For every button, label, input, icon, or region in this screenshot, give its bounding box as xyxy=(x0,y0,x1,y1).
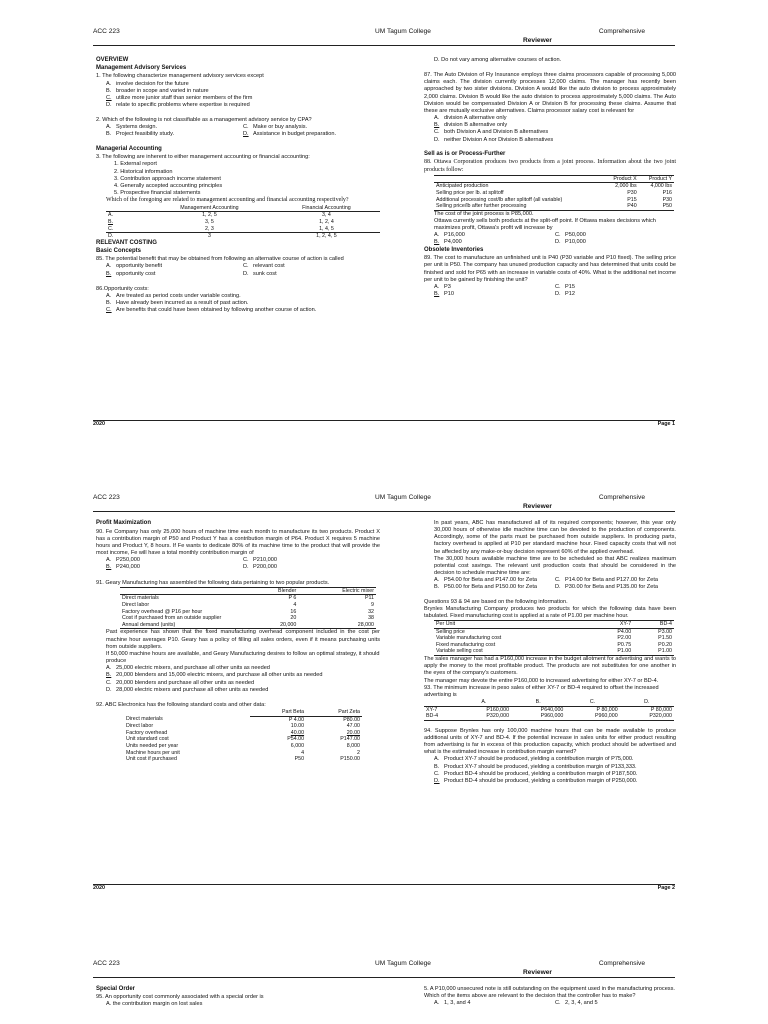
q93-intro-2: Brynles Manufacturing Company produces two products for which the following data have been tabulated. Fixed manufacturing cost is applied at a rate of P1.00 per machine hour. xyxy=(424,605,676,619)
subsection-heading: Basic Concepts xyxy=(96,247,142,254)
q91-table: Blender Electric mixer Direct materials P 6 P11 Direct labor 4 9 Factory overhead @ P16 per hour 16 32 Cost if purchased from an outside supplier 20 38 Annual demand (units) 20,000 28,000 xyxy=(122,587,374,628)
item-5: 5. A P10,000 unsecured note is still outstanding on the equipment used in the manufacturing process. xyxy=(424,986,675,992)
q86-options: A. Are treated as period costs under variable costing. B. Have already been incurred as a result of past action. C. Are benefits that could have been obtained by following another course of action. xyxy=(106,292,317,314)
q3-items: 1. External report 2. Historical information 3. Contribution approach income statement 4. Generally accepted accounting principles 5. Prospective financial statements xyxy=(114,161,223,197)
q88-stem: Ottawa currently sells both products at the split-off point. If Ottawa makes decisions which maximizes profit, Ottawa's profit will increase by xyxy=(434,217,656,232)
q95-option-a: A. the contribution margin on lost sales xyxy=(106,1000,203,1007)
header-rule xyxy=(93,45,675,46)
subsection-heading: Special Order xyxy=(96,986,136,992)
exam-type: Comprehensive xyxy=(598,494,645,501)
table-row: B. 3, 5 1, 2, 4 xyxy=(108,219,334,226)
q91-stem-2: If 50,000 machine hours are available, and Geary Manufacturing desires to follow an optimal strategy, it should produce xyxy=(106,650,380,665)
reviewer-label: Reviewer xyxy=(523,503,552,510)
q88-joint-cost: The cost of the joint process is P85,000. xyxy=(434,210,534,217)
q86-option-d: D. Do not vary among alternative courses of action. xyxy=(434,57,562,63)
table-row: BD-4 P320,000 P960,000 P960,000 P320,000 xyxy=(426,713,672,720)
page-1 xyxy=(0,0,768,460)
table-row: Units needed per year 6,000 8,000 xyxy=(126,743,360,750)
table-row: Selling price/lb after further processing P40 P50 xyxy=(436,203,672,210)
page-number: Page 1 xyxy=(657,421,675,427)
reviewer-label: Reviewer xyxy=(523,37,552,44)
table-row: Additional processing cost/lb after splitoff (all variable) P15 P30 xyxy=(436,196,672,203)
q92-options: A. P54.00 for Beta and P147.00 for Zeta C. P14.00 for Beta and P127.00 for Zeta B. P50.00 for Beta and P150.00 for Zeta D. P30.00 for Beta and P135.00 for Zeta xyxy=(434,577,658,591)
right-column xyxy=(424,986,676,1007)
options: A. 1, 3, and 4 C. 2, 3, 4, and 5 xyxy=(434,1000,598,1007)
section-heading: RELEVANT COSTING xyxy=(96,239,157,246)
q92-continued: In past years, ABC has manufactured all of its required components; however, this year only 30,000 hours of otherwise idle machine time can be devoted to the production of components. Accordingly, some of the parts must be purchased from outside suppliers. In producing parts, factory overhead is applied at P10 per standard machine hour. Fixed capacity costs that will not be affected by any make-or-buy decision represent 60% of the applied overhead. xyxy=(434,520,676,555)
exam-type: Comprehensive xyxy=(598,960,645,967)
subsection-heading: Managerial Accounting xyxy=(96,145,162,152)
question-85: 85. The potential benefit that may be obtained from following an alternative course of action is called xyxy=(96,256,344,263)
q90-options: A. P250,000 C. P210,000 B. P240,000 D. P200,000 xyxy=(106,557,277,571)
table-row: Cost if purchased from an outside supplier 20 38 xyxy=(122,615,374,622)
footer-year: 2020 xyxy=(93,421,105,427)
q1-option-d: D. relate to specific problems where expertise is required xyxy=(106,101,250,108)
page-header xyxy=(93,960,675,982)
table-row: Direct materials P 6 P11 xyxy=(122,595,374,602)
question-2: 2. Which of the following is not classifiable as a management advisory service by CPA? xyxy=(96,117,312,124)
q3-table: Management Accounting Financial Accounting A. 1, 2, 5 3, 4 B. 3, 5 1, 2, 4 C. 2, 3 1, 4, 5 D. 3 1, 2, 4, 5 xyxy=(106,205,380,240)
subsection-heading: Sell as is or Process-Further xyxy=(424,150,506,157)
page-header xyxy=(93,494,675,516)
table-row: Annual demand (units) 20,000 28,000 xyxy=(122,621,374,628)
subsection-heading: Obsolete Inventories xyxy=(424,246,484,253)
table-row: Factory overhead @ P16 per hour 16 32 xyxy=(122,608,374,615)
q1-option-c: C. utilize more junior staff than senior members of the firm xyxy=(106,94,253,101)
table-row: Factory overhead 40.00 20.00 xyxy=(126,729,360,736)
table-row: Machine hours per unit 4 2 xyxy=(126,749,360,756)
page-number: Page 2 xyxy=(657,885,675,891)
table-row: Variable selling cost P1.00 P1.00 xyxy=(436,648,672,655)
table-row: Anticipated production 2,000 lbs 4,000 lbs xyxy=(436,183,672,190)
question-92: 92. ABC Electronics has the following standard costs and other data: xyxy=(96,701,266,708)
question-95: 95. An opportunity cost commonly associated with a special order is xyxy=(96,993,264,1000)
table-row: A. 1, 2, 5 3, 4 xyxy=(108,212,331,219)
table-row: Direct labor 10.00 47.00 xyxy=(126,723,360,730)
course-code: ACC 223 xyxy=(93,494,120,501)
course-code: ACC 223 xyxy=(93,960,120,967)
page-2 xyxy=(0,480,768,950)
page-footer xyxy=(93,884,675,894)
question-86: 86.Opportunity costs: xyxy=(96,285,149,292)
subsection-heading: Management Advisory Services xyxy=(96,64,187,71)
school-name: UM Tagum College xyxy=(375,494,431,501)
question-3: 3. The following are inherent to either management accounting or financial accounting: xyxy=(96,154,310,161)
q2-options: A. Systems design. C. Make or buy analysis. B. Project feasibility study. D. Assistance in budget preparation. xyxy=(106,124,337,138)
q93-intro: Questions 93 & 94 are based on the following information. xyxy=(424,598,568,605)
q94-options: A. Product XY-7 should be produced, yielding a contribution margin of P75,000. B. Product XY-7 should be produced, yielding a contribution margin of P133,333. C. Product BD-4 should be produced, yielding a contribution margin of P187,500. D. Product BD-4 should be produced, yielding a contribution margin of P250,000. xyxy=(434,756,638,784)
right-column xyxy=(424,520,676,785)
q93-answer-table: A. B. C. D. XY-7 P160,000 P640,000 P 80,000 P 80,000 BD-4 P320,000 P960,000 P960,000 P320,000 xyxy=(426,699,672,720)
school-name: UM Tagum College xyxy=(375,960,431,967)
footer-year: 2020 xyxy=(93,885,105,891)
left-column xyxy=(96,986,380,1008)
question-91: 91. Geary Manufacturing has assembled the following data pertaining to two popular products. xyxy=(96,579,330,586)
question-87: 87. The Auto Division of Fly Insurance employs three claims processors capable of processing 5,000 claims each. The division currently processes 12,000 claims. The manager has recently been approached by two sister divisions. Division A would like the auto division to process approximately 2,000 claims. Division B would like the auto division to process approximately 5,000 claims. The Auto Division would be compensated Division A or Division B for processing these claims. Assume that these are mutually exclusive alternatives. Claims processor salary cost is relevant for xyxy=(424,72,676,114)
q92-table: Part Beta Part Zeta Direct materials P 4.00 P80.00 Direct labor 10.00 47.00 Factory overhead 40.00 20.00 Unit standard cost P54.00 P147.00 Units needed per year 6,000 8,000 Machine hours per unit 4 2 Unit cost if purchased P50 P150.00 xyxy=(126,708,360,763)
q88-table: Product X Product Y Anticipated production 2,000 lbs 4,000 lbs Selling price per lb. at splitoff P30 P16 Additional processing cost/lb after splitoff (all variable) P15 P30 Selling price/lb after further processing P40 P50 xyxy=(436,175,672,210)
q1-option-b: B. broader in scope and varied in nature xyxy=(106,87,209,94)
section-heading: OVERVIEW xyxy=(96,57,129,63)
table-row: Fixed manufacturing cost P0.75 P0.20 xyxy=(436,641,672,648)
question-88: 88. Ottawa Corporation produces two products from a joint process. Information about the two joint products follow: xyxy=(424,159,676,174)
q85-options: A. opportunity benefit C. relevant cost B. opportunity cost D. sunk cost xyxy=(106,263,285,277)
page-3 xyxy=(0,960,768,1024)
table-row: XY-7 P160,000 P640,000 P 80,000 P 80,000 xyxy=(426,706,672,713)
question-1: 1. The following characterize management advisory services except xyxy=(96,73,264,80)
page-header xyxy=(93,28,675,50)
q1-options xyxy=(96,81,380,110)
q1-option-a: A. involve decision for the future xyxy=(106,80,189,87)
question-93: 93. The minimum increase in peso sales of either XY-7 or BD-4 required to offset the increased advertising is xyxy=(424,684,659,698)
table-row: C. 2, 3 1, 4, 5 xyxy=(108,225,334,232)
table-row: Unit standard cost P54.00 P147.00 xyxy=(126,736,360,743)
table-row: Selling price per lb. at splitoff P30 P16 xyxy=(436,189,672,196)
table-row: Unit cost if purchased P50 P150.00 xyxy=(126,756,360,763)
school-name: UM Tagum College xyxy=(375,28,431,35)
left-column xyxy=(96,57,380,314)
table-row: Direct labor 4 9 xyxy=(122,601,374,608)
q91-options: A. 25,000 electric mixers, and purchase all other units as needed B. 20,000 blenders and 15,000 electric mixers, and purchase all other units as needed C. 20,000 blenders and purchase all other units as needed D. 28,000 electric mixers and purchase all other units as needed xyxy=(106,665,323,693)
q3-stem: Which of the foregoing are related to management accounting and financial accounting respectively? xyxy=(106,197,349,204)
q91-stem: Past experience has shown that the fixed manufacturing overhead component included in the cost per machine hour averages P10. Geary has a policy of filling all sales orders, even if it means purchasing units from outside suppliers. xyxy=(106,629,380,650)
question-90: 90. Fe Company has only 25,000 hours of machine time each month to manufacture its two products. Product X has a contribution margin of P50 and Product Y has a contribution margin of P64. Product X requires 5 machine hours and Product Y, 8 hours. If Fe wants to dedicate 80% of its machine time to the product that will provide the most income, Fe will have a total monthly contribution margin of xyxy=(96,528,380,557)
table-row: Variable manufacturing cost P2.00 P1.50 xyxy=(436,635,672,642)
q93-stem-2: The manager may devote the entire P160,000 to increased advertising for either XY-7 or BD-4. xyxy=(424,677,659,684)
q89-options: A. P3 C. P15 B. P10 D. P12 xyxy=(434,283,575,298)
page-footer xyxy=(93,420,675,430)
question-stem: Which of the items above are relevant to the decision that the controller has to make? xyxy=(424,993,636,1000)
left-column xyxy=(96,520,380,763)
table-row: D. 3 1, 2, 4, 5 xyxy=(106,233,380,240)
question-89: 89. The cost to manufacture an unfinished unit is P40 (P30 variable and P10 fixed). The selling price per unit is P50. The company has unused production capacity and has determined that units could be finished and sold for P65 with an increase in variable costs of 40%. What is the additional net income per unit to be gained by finishing the unit? xyxy=(424,255,676,283)
question-94: 94. Suppose Brynles has only 100,000 machine hours that can be made available to produce additional units of XY-7 and BD-4. If the potential increase in sales units for either product resulting from advertising is far in excess of this production capacity, which product should be advertised and what is the estimated increase in contribution margin earned? xyxy=(424,727,676,756)
q93-stem: The sales manager has had a P160,000 increase in the budget allotment for advertising and wants to apply the money to the most profitable product. The products are not substitutes for one another in the eyes of the company's customers. xyxy=(424,656,676,677)
table-row: Selling price P4.00 P3.00 xyxy=(436,628,672,635)
table-row: Direct materials P 4.00 P80.00 xyxy=(126,716,360,723)
q92-continued-2: The 30,000 hours available machine time are to be scheduled so that ABC realizes maximum potential cost savings. The relevant unit production costs that should be considered in the decision to schedule machine time are: xyxy=(434,555,676,577)
reviewer-label: Reviewer xyxy=(523,969,552,976)
right-column xyxy=(424,57,676,298)
q93-table: Per Unit XY-7 BD-4 Selling price P4.00 P3.00 Variable manufacturing cost P2.00 P1.50 Fixed manufacturing cost P0.75 P0.20 Variable selling cost P1.00 P1.00 xyxy=(436,621,672,655)
course-code: ACC 223 xyxy=(93,28,120,35)
exam-type: Comprehensive xyxy=(598,28,645,35)
q87-options: A. division A alternative only B. division B alternative only C. both Division A and Division B alternatives D. neither Division A nor Division B alternatives xyxy=(434,115,554,143)
q88-options: A. P16,000 C. P50,000 B. P4,000 D. P10,000 xyxy=(434,232,586,246)
subsection-heading: Profit Maximization xyxy=(96,520,152,526)
